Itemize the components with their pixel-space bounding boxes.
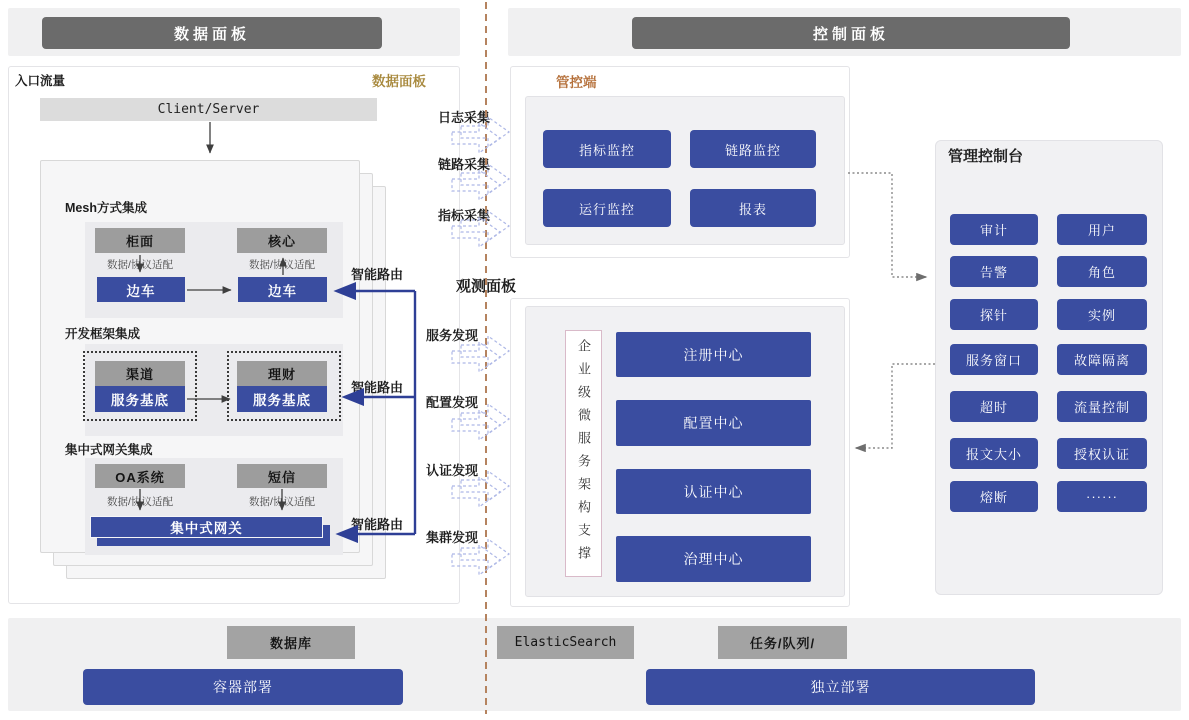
channel-box: 渠道	[95, 361, 185, 386]
flow-label-log-collect: 日志采集	[438, 110, 491, 125]
support-vertical-label: 企业级微服务架构支撑	[576, 338, 591, 569]
report-button: 报表	[690, 189, 816, 227]
console-button-alert: 告警	[950, 256, 1038, 287]
console-button-fault-isolation: 故障隔离	[1057, 344, 1147, 375]
console-button-probe: 探针	[950, 299, 1038, 330]
flow-label-metric-collect: 指标采集	[438, 208, 491, 223]
console-button-service-window: 服务窗口	[950, 344, 1038, 375]
flow-label-service-discovery: 服务发现	[426, 328, 479, 343]
console-button-authorization: 授权认证	[1057, 438, 1147, 469]
gateway-section-title: 集中式网关集成	[65, 443, 153, 457]
observe-panel-title: 观测面板	[456, 278, 517, 295]
console-button-traffic-control: 流量控制	[1057, 391, 1147, 422]
mesh-adapter-label-left: 数据/协议适配	[107, 259, 173, 271]
mesh-counter-box: 柜面	[95, 228, 185, 253]
console-button-role: 角色	[1057, 256, 1147, 287]
control-plane-title: 控制面板	[632, 17, 1070, 49]
oa-system-box: OA系统	[95, 464, 185, 488]
metric-monitor-button: 指标监控	[543, 130, 671, 168]
trace-monitor-button: 链路监控	[690, 130, 816, 168]
standalone-deploy-bar: 独立部署	[646, 669, 1035, 705]
registry-center-bar: 注册中心	[616, 332, 811, 377]
smart-route-label-1: 智能路由	[351, 267, 404, 282]
mesh-core-box: 核心	[237, 228, 327, 253]
sms-box: 短信	[237, 464, 327, 488]
smart-route-label-2: 智能路由	[351, 380, 404, 395]
service-base-box-right: 服务基底	[237, 386, 327, 412]
auth-center-bar: 认证中心	[616, 469, 811, 514]
console-button-timeout: 超时	[950, 391, 1038, 422]
management-console-title: 管理控制台	[948, 148, 1024, 165]
service-base-box-left: 服务基底	[95, 386, 185, 412]
wealth-box: 理财	[237, 361, 327, 386]
framework-section-title: 开发框架集成	[65, 327, 141, 341]
mesh-section-title: Mesh方式集成	[65, 201, 147, 215]
console-button-message-size: 报文大小	[950, 438, 1038, 469]
console-button-user: 用户	[1057, 214, 1147, 245]
flow-label-config-discovery: 配置发现	[426, 395, 479, 410]
gateway-adapter-label-right: 数据/协议适配	[249, 496, 315, 508]
data-plane-corner-label: 数据面板	[372, 74, 426, 89]
flow-label-auth-discovery: 认证发现	[426, 463, 479, 478]
flow-label-trace-collect: 链路采集	[438, 157, 491, 172]
elasticsearch-box: ElasticSearch	[497, 626, 634, 659]
flow-block-arrows	[452, 117, 509, 575]
container-deploy-bar: 容器部署	[83, 669, 403, 705]
gateway-adapter-label-left: 数据/协议适配	[107, 496, 173, 508]
sidecar-box-right: 边车	[238, 277, 327, 302]
task-queue-box: 任务/队列/	[718, 626, 847, 659]
config-center-bar: 配置中心	[616, 400, 811, 446]
support-vertical-box	[565, 330, 602, 577]
governance-center-bar: 治理中心	[616, 536, 811, 582]
client-server-box: Client/Server	[40, 98, 377, 121]
sidecar-box-left: 边车	[97, 277, 185, 302]
data-plane-title: 数据面板	[42, 17, 382, 49]
console-button-more: ······	[1057, 481, 1147, 512]
flow-label-cluster-discovery: 集群发现	[426, 530, 479, 545]
entry-traffic-label: 入口流量	[15, 74, 66, 88]
console-button-circuit-breaker: 熔断	[950, 481, 1038, 512]
mgmt-end-label: 管控端	[556, 75, 597, 90]
database-box: 数据库	[227, 626, 355, 659]
smart-route-label-3: 智能路由	[351, 517, 404, 532]
dotted-connectors	[848, 173, 935, 448]
mesh-adapter-label-right: 数据/协议适配	[249, 259, 315, 271]
console-button-audit: 审计	[950, 214, 1038, 245]
runtime-monitor-button: 运行监控	[543, 189, 671, 227]
centralized-gateway-bar: 集中式网关	[90, 516, 323, 538]
console-button-instance: 实例	[1057, 299, 1147, 330]
